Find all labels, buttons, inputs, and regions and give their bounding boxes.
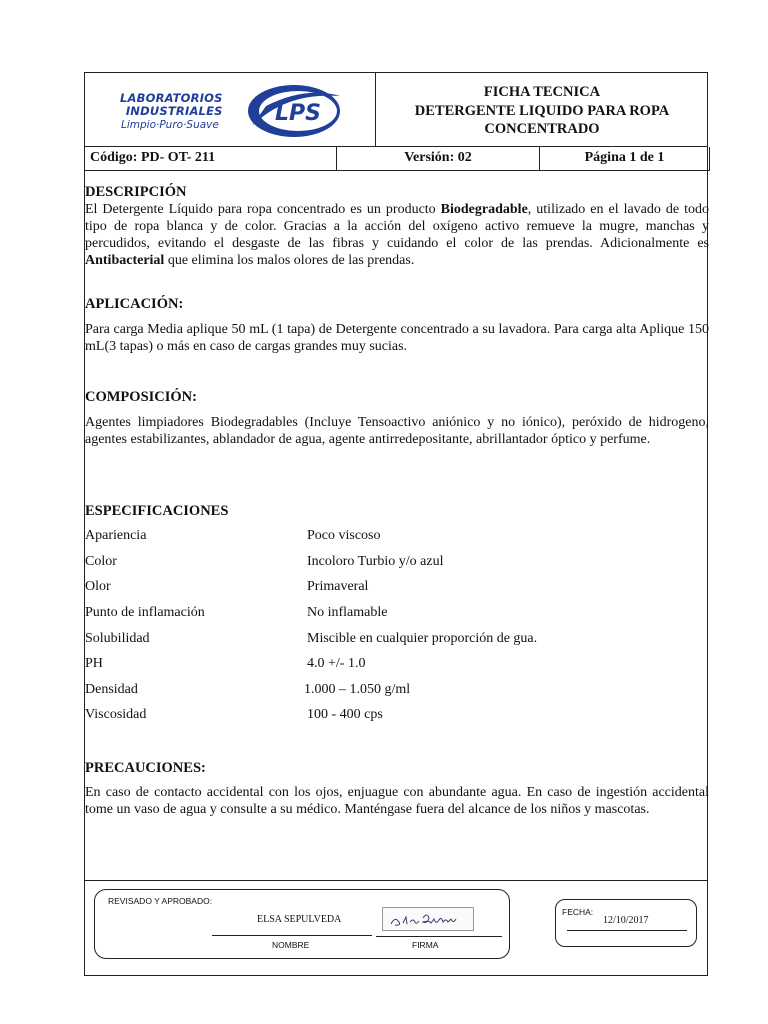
- spec-label: Olor: [85, 579, 111, 594]
- lps-logo-icon: [246, 82, 346, 140]
- logo-mark-text: LPS: [275, 101, 321, 126]
- section-text: El Detergente Líquido para ropa concentrado es un producto Biodegradable, utilizado en el lavado de todo tipo de ropa blanca y de color. Gracias a la acción del oxígeno activo remueve la mugre, manchas y percudidos, evitando el desgaste de las fibras y cuidando el color de las prendas. Adicionalmente es Antibacterial que elimina los malos olores de las prendas.: [85, 202, 709, 268]
- section-text: En caso de contacto accidental con los ojos, enjuague con abundante agua. En caso de ingestión accidental tome un vaso de agua y consulte a su médico. Manténgase fuera del alcance de los niños y mascotas.: [85, 785, 709, 817]
- document-code: Código: PD- OT- 211: [85, 147, 337, 170]
- logo-wordmark: LABORATORIOS INDUSTRIALES: [120, 91, 223, 118]
- section-heading: APLICACIÓN:: [85, 296, 184, 312]
- nombre-label: NOMBRE: [272, 940, 310, 950]
- spec-label: Solubilidad: [85, 631, 150, 646]
- section-heading: ESPECIFICACIONES: [85, 503, 229, 519]
- spec-label: Punto de inflamación: [85, 605, 205, 620]
- spec-label: Apariencia: [85, 528, 147, 543]
- title-line: FICHA TECNICA: [483, 84, 601, 100]
- date-line: [567, 930, 687, 931]
- section-especificaciones: [85, 503, 709, 520]
- fecha-value: 12/10/2017: [603, 915, 649, 926]
- section-aplicacion: [85, 296, 709, 355]
- fecha-label: FECHA:: [562, 907, 594, 917]
- spec-label: Viscosidad: [85, 707, 147, 722]
- logo-tagline: Limpio·Puro·Suave: [121, 119, 219, 131]
- section-heading: DESCRIPCIÓN: [85, 184, 187, 200]
- title-line: CONCENTRADO: [484, 121, 600, 137]
- title-line: DETERGENTE LIQUIDO PARA ROPA: [414, 102, 670, 119]
- section-heading: COMPOSICIÓN:: [85, 389, 197, 405]
- spec-value: No inflamable: [307, 605, 388, 620]
- spec-label: Densidad: [85, 682, 138, 697]
- signature-stroke: [391, 915, 456, 925]
- section-text: Para carga Media aplique 50 mL (1 tapa) de Detergente concentrado a su lavadora. Para carga alta Aplique 150 mL(3 tapas) o más en caso de cargas grandes muy sucias.: [85, 322, 709, 354]
- page-number: Página 1 de 1: [584, 150, 665, 165]
- company-logo: [84, 72, 376, 146]
- spec-value: Incoloro Turbio y/o azul: [307, 554, 444, 569]
- section-precauciones: [85, 760, 709, 818]
- document-title: [376, 72, 708, 146]
- section-descripcion: [85, 184, 709, 269]
- spec-label: PH: [85, 656, 103, 671]
- document-header: [84, 72, 708, 147]
- signature-image: [382, 907, 474, 931]
- section-heading: PRECAUCIONES:: [85, 760, 206, 776]
- spec-value: Primaveral: [307, 579, 369, 594]
- spec-value: Poco viscoso: [307, 528, 381, 543]
- signature-line: [376, 936, 502, 937]
- document-meta-row: [84, 147, 710, 171]
- document-version: Versión: 02: [337, 147, 540, 170]
- spec-label: Color: [85, 554, 117, 569]
- spec-value: 100 - 400 cps: [307, 707, 383, 722]
- spec-value: Miscible en cualquier proporción de gua.: [307, 631, 538, 646]
- spec-value: 4.0 +/- 1.0: [307, 656, 366, 671]
- firma-label: FIRMA: [412, 940, 439, 950]
- section-composicion: [85, 389, 709, 448]
- name-line: [212, 935, 372, 936]
- approver-name: ELSA SEPULVEDA: [257, 914, 342, 925]
- revisado-label: REVISADO Y APROBADO:: [108, 896, 213, 906]
- spec-value: 1.000 – 1.050 g/ml: [304, 682, 411, 697]
- signature-icon: [383, 908, 475, 932]
- section-text: Agentes limpiadores Biodegradables (Incluye Tensoactivo aniónico y no iónico), peróxido de hidrogeno, agentes estabilizantes, ablandador de agua, agente antirredepositante, abrillantador óptico y perfume.: [85, 415, 709, 447]
